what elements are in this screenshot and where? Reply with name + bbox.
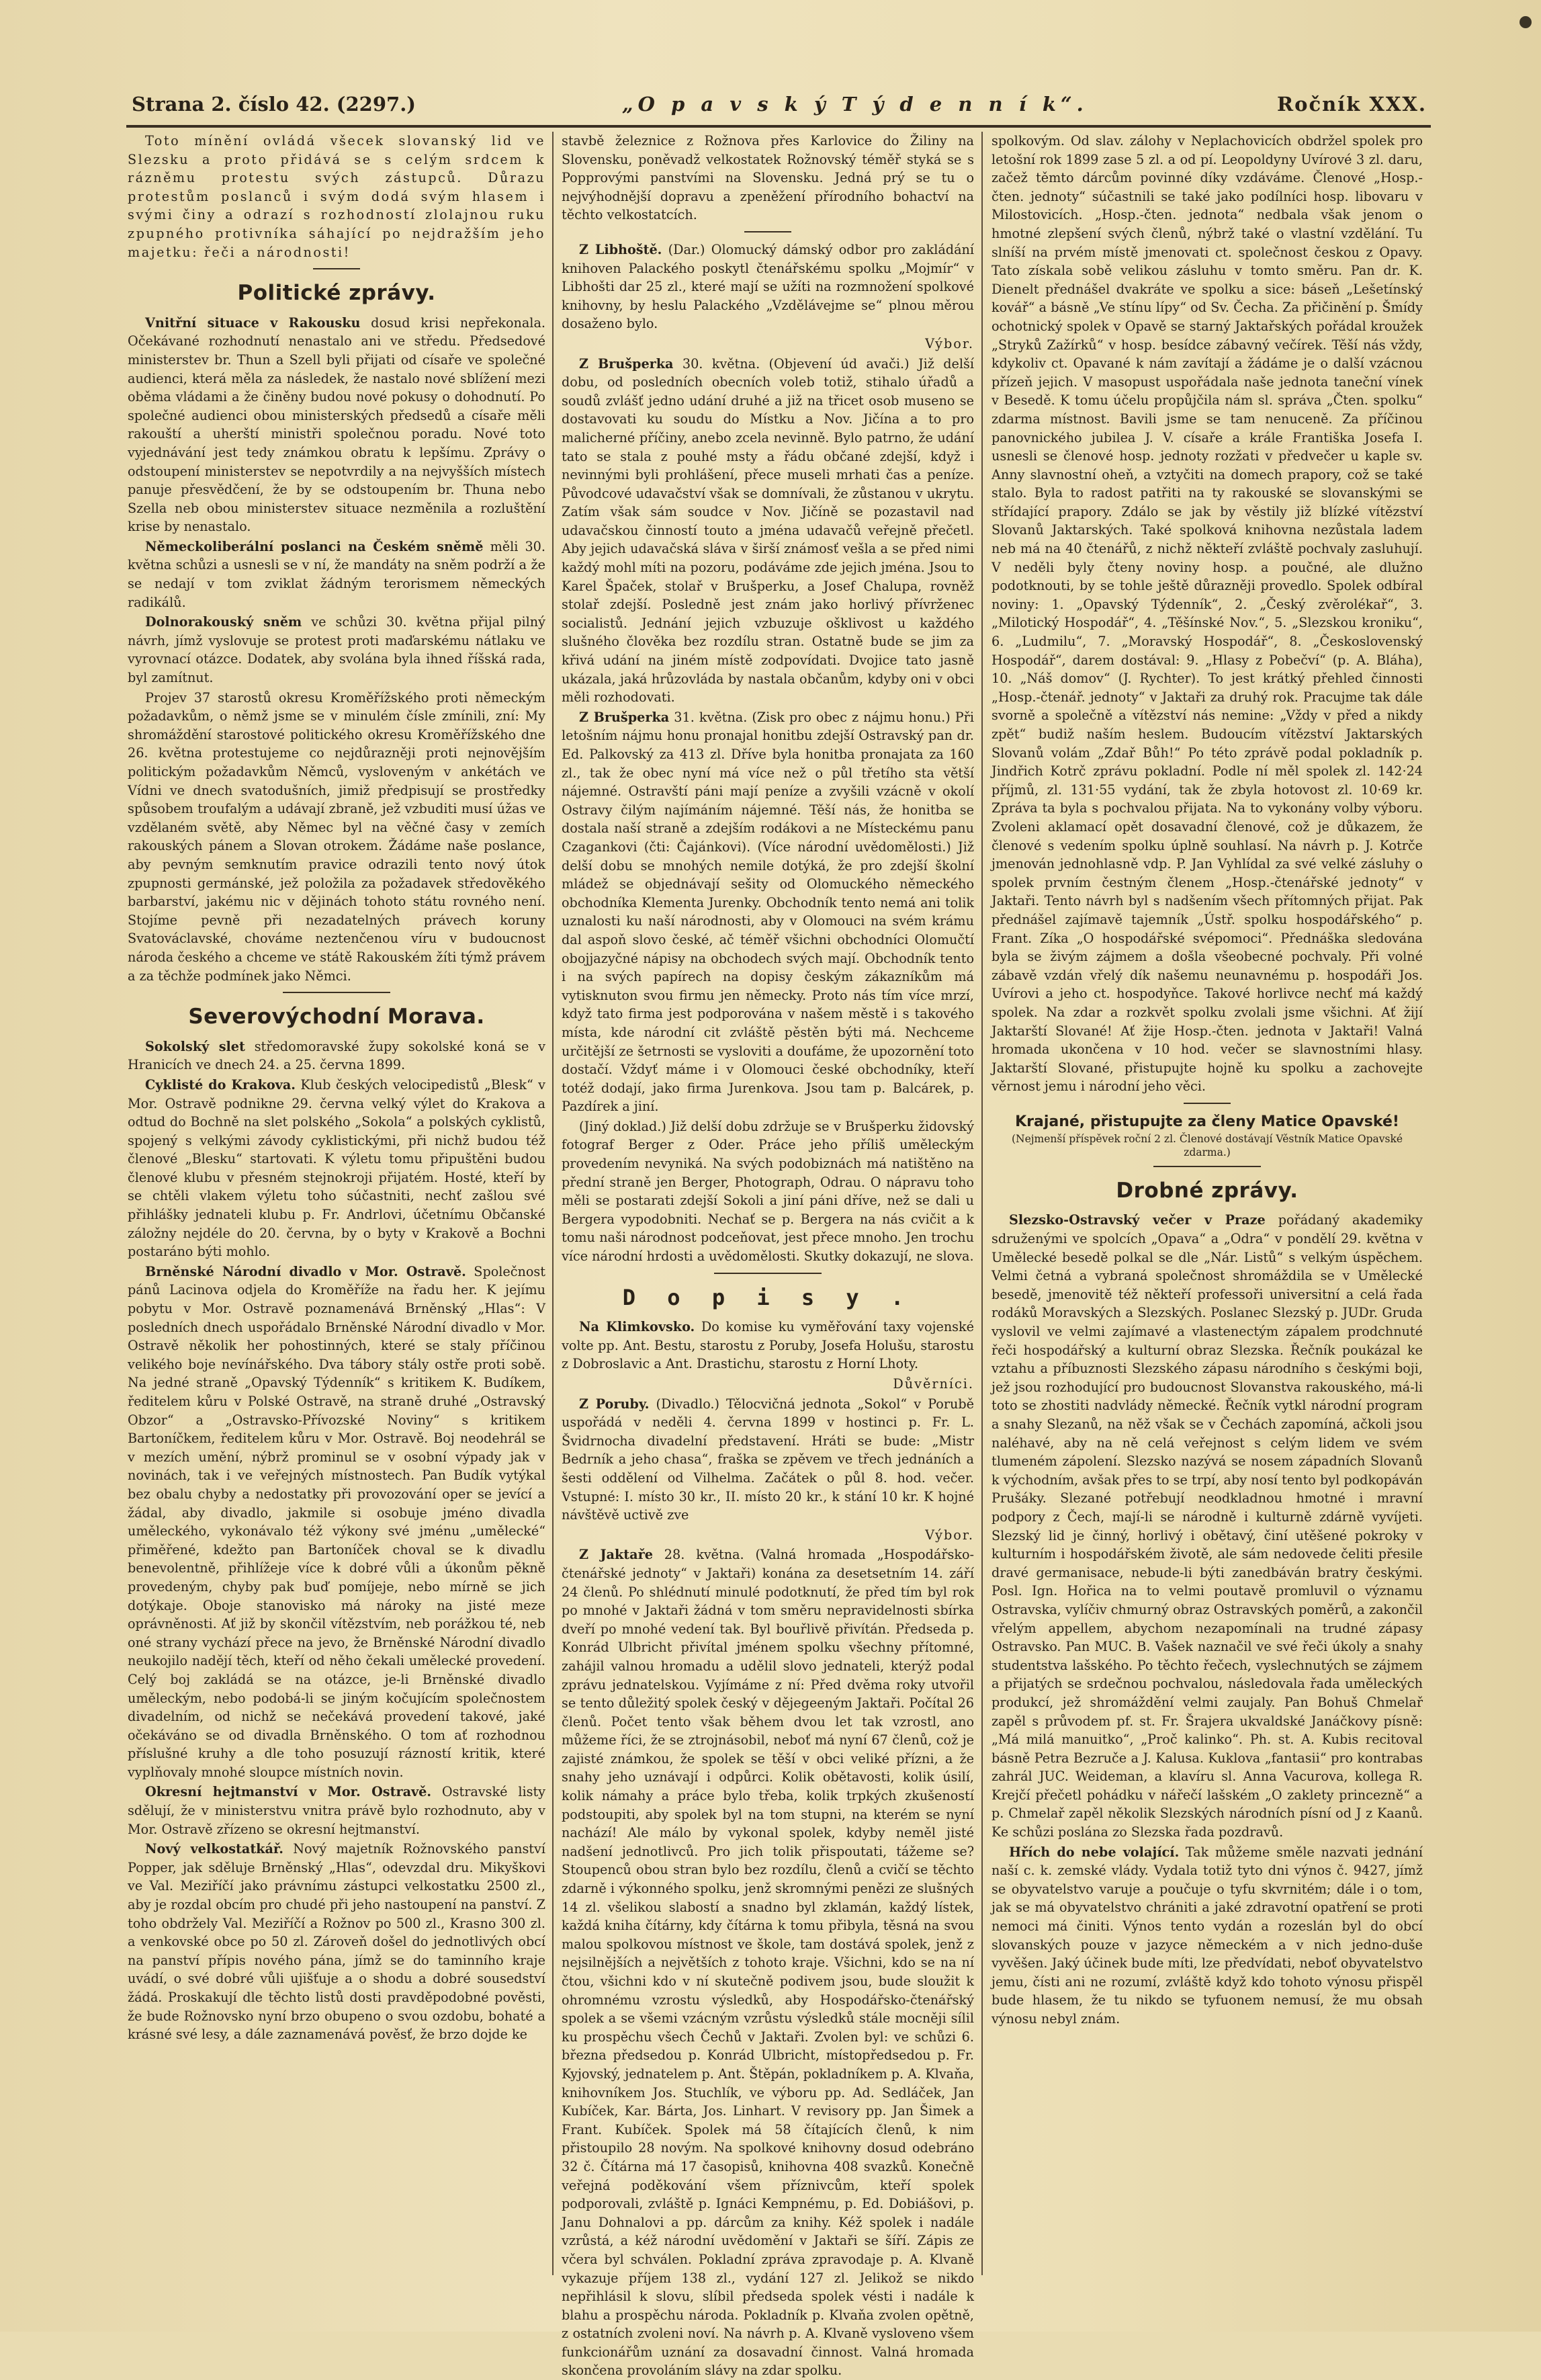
article-poruba: Z Poruby. (Divadlo.) Tělocvičná jednota „Sokol“ v Porubě uspořádá v neděli 4. června 1899 v hostinci p. Fr. L. Švidrnocha divadelní představení. Hráti se bude: „Mistr Bedrník a jeho chasa“, fraška se zpěvem ve třech jednáních a šesti oddělení od Vilhelma. Začátek o půl 8. hod. večer. Vstupné: I. místo 30 kr., II. místo 20 kr., k stání 10 kr. K hojné návštěvě uctivě zve xyxy=(562,1396,974,1523)
page-number: Strana 2. číslo 42. (2297.) xyxy=(132,93,416,116)
column-1 xyxy=(128,132,545,2275)
column-3 xyxy=(992,132,1423,2275)
intro-paragraph: Toto mínění ovládá všecek slovanský lid ve Slezsku a proto přidává se s celým srdcem k rázněmu protestu svých zástupců. Důrazu protestům poslanců i svým dodá svým hlasem i svými činy a odrazí s rozhodností zlolajnou ruku zpupného protivníka sáhající po nejdražším jeho majetku: řeči a národnosti! xyxy=(128,133,545,260)
article-dolnorakousky: Dolnorakouský sněm ve schůzi 30. května přijal pilný návrh, jímž vyslovuje se protest proti maďarskému nátlaku ve vyrovnací otázce. Dodatek, aby svolána byla ihned říšská rada, byl zamítnut. xyxy=(128,614,545,686)
article-brnenske-divadlo: Brněnské Národní divadlo v Mor. Ostravě. Společnost pánů Lacinova odjela do Kroměříže na řadu her. K jejímu pobytu v Mor. Ostravě poznamenává Brněnský „Hlas“: V posledních dnech uspořádalo Brněnské Národní divadlo v Mor. Ostravě několik her pohostinných, které se staly příčinou velikého boje nevínářského. Dva tábory stály ostře proti sobě. Na jedné straně „Opavský Týdenník“ s kritikem K. Budíkem, ředitelem kůru v Polské Ostravě, na straně druhé „Ostravský Obzor“ a „Ostravsko-Přívozské Noviny“ s kritikem Bartoníčkem, ředitelem kůru v Mor. Ostravě. Boj neodehrál se v mezích umění, nýbrž prominul se v osobní výpady jak v novinách, tak i ve veřejných místnostech. Pan Budík vytýkal bez obalu chyby a nedostatky při provozování oper se jevící a žádal, aby divadlo, jakmile si osobuje jméno divadla uměleckého, vykonávalo též výkony své jménu „umělecké“ přiměřené, kdežto pan Bartoníček choval se k divadlu benevolentně, přihlížeje více k dobré vůli a úkonům pěkně provedeným, chyby pak buď pomíjeje, nebo mírně se jich dotýkaje. Oboje stanovisko má nároky na jisté meze oprávněnosti. Ať již by skončil vítězstvím, neb porážkou té, neb oné strany vychází přece na jevo, že Brněnské Národní divadlo neukojilo nadějí těch, kteří od něho čekali umělecké provedení. Celý boj zakládá se na otázce, je-li Brněnské divadlo uměleckým, nebo podobá-li se jiným kočujícím společnostem divadelním, od nichž se nečekává provedení takové, jaké očekáváno se od divadla Brněnského. O tom ať rozhodnou příslušné kruhy a dle toho posuzují rázností kritik, které vyplňovaly mnohé sloupce místních novin. xyxy=(128,1263,545,1780)
article-nemeckoliberalni: Německoliberální poslanci na Českém sněmě měli 30. května schůzi a usnesli se v ní, že mandáty na sněm podrží a že se nedají v tom zviklat žádným terorismem německých radikálů. xyxy=(128,538,545,610)
volume-number: Ročník XXX. xyxy=(1277,93,1427,116)
matice-notice xyxy=(992,1112,1423,1159)
column-divider xyxy=(552,132,554,2275)
article-jaktar: Z Jaktaře 28. května. (Valná hromada „Hospodářsko-čtenářské jednoty“ v Jaktaři) konána za desetsetním 14. září 24 členů. Po shlédnutí minulé podotknutí, že před tím byl rok po mnohé v Jaktaři žádná v tom směru nepravidelnosti sbírka dveří po mnohé vedení tak. Byl bouřlivě přivítán. Předseda p. Konrád Ulbricht přivítal jménem spolku všechny přítomné, zahájil valnou hromadu a udělil slovo jednateli, kterýž podal zprávu jednatelskou. Vyjímáme z ní: Před dvěma roky utvořil se tento důležitý spolek český v dějegeeným Jaktaři. Počítal 26 členů. Počet tento však během dvou let tak vzrostl, ano můžeme říci, že se ztrojnásobil, neboť má nyní 67 členů, což je zajisté známkou, že spolek se těší v obci veliké přízni, a že snahy jeho uznávají i odpůrci. Kolik obětavosti, kolik úsilí, kolik námahy a práce bylo třeba, kolik trpkých zkušeností podstoupiti, aby spolek byl na tom stupni, na kterém se nyní nachází! Ale málo by vykonal spolek, kdyby neměl jisté nadšení jednotlivců. Pro jich tolik přispoutati, tážeme se? Stoupenců obou stran bylo bez rozdílu, členů a cvičí se těchto zdarně i výkonného spolku, jenž skromnými penězi ze slušných 14 zl. všelikou slabostí a snadno byl zklamán, každý lístek, každá kniha čítárny, kdy čítárna k tomu přibyla, těsná na svou malou spolkovou místnost ve škole, tam dostává spolek, jenž z nejsilnějších a největších z tohoto kraje. Všichni, kdo se na ní čtou, všichni kdo v ní skutečně podivem jsou, bude sloužit k ohromnému vzrostu výsledků, aby Hospodářsko-čtenářský spolek a se všemi vzácným vzrůstu výsledků stále mocněji sílil ku prospěchu všech Čechů v Jaktaři. Zvolen byl: ve schůzi 6. března předsedou p. Konrád Ulbricht, místopředsedou p. Fr. Kyjovský, jednatelem p. Ant. Štěpán, pokladníkem p. A. Klvaňa, knihovníkem Jos. Stuchlík, ve výboru pp. Ad. Sedláček, Jan Kubíček, Kar. Bárta, Jos. Linhart. V revisory pp. Jan Šimek a Frant. Kubíček. Spolek má 58 čítajících členů, k nim přistoupilo 28 novým. Na spolkové knihovny dosud odebráno 32 č. Čítárna má 17 časopisů, knihovna 408 svazků. Konečně veřejná poděkování všem příznivcům, kteří spolek podporovali, zvláště p. Ignáci Kempnému, p. Ed. Dobiášovi, p. Janu Dohnalovi a pp. dárcům za knihy. Kéž spolek i nadále vzrůstá, a kéž národní uvědomění v Jaktaři se šíří. Zápis ze včera byl schválen. Pokladní zpráva zpravodaje p. A. Klvaně vykazuje příjem 138 zl., vydání 127 zl. Jelikož se nikdo nepřihlásil k slovu, slíbil předseda spolek vésti i nadále k blahu a prospěchu národa. Pokladník p. Klvaňa zvolen opětně, z ostatních zvoleni noví. Na návrh p. A. Klvaně vysloveno všem funkcionářům uznání za dosavadní činnost. Valná hromada skončena provoláním slávy na zdar spolku. xyxy=(562,1547,975,2379)
article-cykliste: Cyklisté do Krakova. Klub českých velocipedistů „Blesk“ v Mor. Ostravě podnikne 29. června velký výlet do Krakova a odtud do Bochně na slet polského „Sokola“ a polských cyklistů, spojený s velkými závody cyklistickými, při nichž budou též členové „Blesku“ startovati. K výletu tomu připuštěni budou členové klubu v přesném stejnokroji přijatém. Hosté, kteří by se chtěli vlakem výletu toho súčastniti, nechť zašlou své přihlášky jednateli klubu p. Fr. Andrlovi, účetnímu Občanské záložny nejdéle do 20. června, by o byty v Krakově a Bochni postaráno býti mohlo. xyxy=(128,1076,545,1260)
signature: Důvěrníci. xyxy=(893,1376,974,1392)
separator xyxy=(1184,1103,1231,1104)
page-header xyxy=(132,93,1427,120)
section-heading-severovychodni: Severovýchodní Morava. xyxy=(188,1005,485,1029)
newspaper-title: „O p a v s k ý T ý d e n n í k“. xyxy=(622,93,1088,116)
separator xyxy=(714,1273,822,1274)
article-brusperk-3: (Jiný doklad.) Již delší dobu zdržuje se v Brušperku židovský fotograf Berger z Oder. Práce jeho příliš uměleckým provedením nevyniká. Na svých podobiznách má natištěno na přední straně jen Berger, Photograph, Odrau. O nápravu toho měli se postarati zdejší Sokoli a jiní páni dříve, než se dali u Bergera vypodobniti. Nechať se p. Bergera na nás cvičit a k tomu naši národnost podceňovat, jest přece mnoho. Jen trochu více národní hrdosti a uvědomělosti. Skutky dokazují, ne slova. xyxy=(562,1118,974,1265)
article-novy-velkostatkar: Nový velkostatkář. Nový majetník Rožnovského panství Popper, jak sděluje Brněnský „Hlas“, odevzdal dru. Mikyškovi ve Val. Meziříčí jako právnímu zástupci velkostatku 2500 zl., aby je rozdal obcím pro chudé při jeho nastoupení na panství. Z toho obdržely Val. Meziříčí a Rožnov po 500 zl., Krasno 300 zl. a venkovské obce po 50 zl. Zároveň došel do jednotlivých obcí na panství přípis nového pána, jímž se do taminního kraje uvádí, o své dobré vůli ujišťuje a o shodu a dobré sousedství žádá. Proskakují dle těchto listů dosti pravděpodobné pověsti, že bude Rožnovsko nyní brzo obupeno o svou ozdobu, bohaté a krásné své lesy, a dále zaznamenává pověsť, že brzo dojde ke xyxy=(128,1841,545,2043)
article-projev: Projev 37 starostů okresu Kroměřížského proti německým požadavkům, o němž jsme se v minulém čísle zmínili, zní: My shromáždění starostové politického okresu Kroměřížského dne 26. května protestujeme co nejdůrazněji proti nejnovějším politickým požadavkům Němců, vysloveným v ankétách ve Vídni ve dnech svatodušních, jimiž předpisují se prostředky spůsobem troufalým a udávají zbraně, jež vzbuditi musí úžas ve vzdělaném světě, aby Němec byl na věčné časy v zemích rakouských pánem a Slovan otrokem. Žádáme naše poslance, aby pevným semknutím pravice odrazili tento nový útok zpupnosti germánské, jež položila za požadavek středověkého barbarství, jakému nic v dějinách tohoto státu rovného není. Stojíme pevně při nezadatelných právech koruny Svatováclavské, chováme neztenčenou víru v budoucnost národa českého a chceme ve státě Rakouském žíti týmž právem a za těchže podmínek jako Němci. xyxy=(128,689,545,984)
separator xyxy=(1153,1166,1261,1167)
article-brusperk-2: Z Brušperka 31. května. (Zisk pro obec z nájmu honu.) Při letošním nájmu honu pronajal honitbu zdejší Ostravský pan dr. Ed. Palkovský za 413 zl. Dříve byla honitba pronajata za 160 zl., tak že obec nyní má více než o půl třetího sta větší nájemné. Ostravští páni mají peníze a zvyšili vzácně v okolí Ostravy čilým najímáním nájemné. Těší nás, že honitba se dostala naší straně a zdejším rodákovi a ne Místeckému panu Czagankovi (čti: Čajánkovi). (Více národní uvědomělosti.) Již delší dobu se mnohých nemile dotýká, že pro zdejší školní mládež se objednávají sešity od Olomuckého německého obchodníka Klementa Jurenky. Obchodník tento nemá ani tolik uznalosti ku naší národnosti, aby v Olomouci na svém krámu dal aspoň slovo české, ač téměř všichni obchodníci Olomučtí obojjazyčné nápisy na obchodech svých mají. Obchodník tento i na svých papírech na dopisy českým zákazníkům má vytisknuton svou firmu jen německy. Proto nás tím více mrzí, když tato firma jest podporována v našem městě i s takového místa, kde národní cit zvláště pěstěn býti má. Nechceme určitější ze šetrnosti se vysloviti a doufáme, že upozornění toto dostačí. Vždyť máme i v Olomouci české obchodníky, kteří totéž dodají, jako firma Jurenkova. Jsou tam p. Balcárek, p. Pazdírek a jiní. xyxy=(562,709,974,1115)
header-rule xyxy=(126,125,1431,128)
separator xyxy=(744,231,791,232)
article-continuation: spolkovým. Od slav. zálohy v Neplachovicích obdržel spolek pro letošní rok 1899 zase 5 zl. a od pí. Leopoldyny Uvírové 3 zl. daru, začež těmto dárcům povinné díky vzdáváme. Členové „Hosp.-čten. jednoty“ súčastnili se také jako podílníci hosp. libovaru v Milostovicích. „Hosp.-čten. jednota“ nedbala však jenom o hmotné zlepšení svých členů, nýbrž také o vlastní vzdělání. Tu slníší na prvém místě jmenovati ct. společnost českou z Opavy. Tato získala sobě velikou zásluhu v tomto směru. Pan dr. K. Dienelt přednášel dvakráte ve spolku a sice: báseň „Lešetínský kovář“ a básně „Ve stínu lípy“ od Sv. Čecha. Za přičinění p. Šmídy ochotnický spolek v Opavě se starný Jaktařských pořádal kroužek „Stryků Zažírků“ v hosp. besídce zábavný večírek. Těší nás vždy, kdykoliv ct. Opavané k nám zavítají a žádáme je o další vzácnou přízeň jejich. V masopust uspořádala naše jednota taneční vínek v Besedě. K tomu účelu propůjčila nám sl. správa „Čten. spolku“ zdarma místnost. Bavili jsme se tam nenuceně. Za příčinou panovnického jubilea J. V. císaře a krále Františka Josefa I. usnesli se členové hosp. jednoty rozžati v předvečer u kaple sv. Anny slavnostní oheň, a vztyčiti na domech prapory, což se také stalo. Byla to radost patřiti na ty rakouské se slovanskými se střídající prapory. Zdálo se jak by věstily již blízké vítězství Slovanů Jaktarských. Také spolková knihovna nezůstala ladem neb má na 40 čtenářů, z nichž někteří zvláště pochvaly zasluhují. V neděli byly čteny noviny hosp. a poučné, ale dlužno podotknouti, by se tohle ještě důrazněji provedlo. Spolek odbíral noviny: 1. „Opavský Týdenník“, 2. „Český zvěrolékař“, 3. „Milotický Hospodář“, 4. „Těšínské Nov.“, 5. „Slezskou kroniku“, 6. „Ludmilu“, 7. „Moravský Hospodář“, 8. „Československý Hospodář“, darem dostával: 9. „Hlasy z Pobečví“ (p. A. Bláha), 10. „Náš domov“ (J. Rychter). To jest krátký přehled činnosti „Hosp.-čtenář. jednoty“ v Jaktaři za druhý rok. Pracujme tak dále svorně a společně a vítězství nás nemine: „Vždy v před a nikdy zpět“ budiž naším heslem. Budoucím vítězství Jaktarských Slovanů volám „Zdař Bůh!“ Po této zprávě podal pokladník p. Jindřich Kotrč zprávu pokladní. Podle ní měl spolek zl. 142·24 příjmů, zl. 131·55 vydání, tak že zbyla hotovost zl. 10·69 kr. Zpráva ta byla s pochvalou přijata. Na to vykonány volby výboru. Zvoleni aklamací opět dosavadní členové, což je důkazem, že členové s vedením spolku úplně souhlasí. Na návrh p. J. Kotrče jmenován jednohlasně vdp. P. Jan Vyhlídal za své velké zásluhy o spolek prvním čestným členem „Hosp.-čtenářské jednoty“ v Jaktaři. Tento návrh byl s nadšením všech přítomných přijat. Pak přednášel zajímavě tajemník „Ústř. spolku hospodářského“ p. Frant. Zíka „O hospodářské svépomoci“. Přednáška sledována byla se živým zájmem a došla všeobecné pochvaly. Při volné zábavě vzdán vřelý dík našemu neunavnému p. hospodáři Jos. Uvírovi a jeho ct. hospodyňce. Takové horlivce nechť má každý spolek. Na zdar a rozkvět spolku zvolali jsme všichni. Ať žijí Jaktarští Slované! Ať žije Hosp.-čten. jednota v Jaktaři! Valná hromada ukončena v 10 hod. večer se slavnostními hlasy. Jaktarští Slované, přistupujte hojně ku spolku a zachovejte věrnost jemu i národní jeho věci. xyxy=(992,133,1423,1095)
article-klimkovsko: Na Klimkovsko. Do komise ku vyměřování taxy vojenské volte pp. Ant. Bestu, starostu z Poruby, Josefa Holušu, starostu z Dobroslavic a Ant. Drastichu, starostu z Horní Lhoty. xyxy=(562,1319,974,1372)
signature: Výbor. xyxy=(925,1527,974,1543)
article-slezsko-ostravsky-vecer: Slezsko-Ostravský večer v Praze pořádaný akademiky sdruženými ve spolcích „Opava“ a „Odra“ v pondělí 29. května v Umělecké besedě polkal se dle „Nár. Listů“ s velkým úspěchem. Velmi četná a vybraná společnost shromáždila se v Umělecké besedě, jmenovitě též někteří professoři universitní a celá řada rodáků Moravských a Slezských. Poslanec Slezský p. JUDr. Gruda vyslovil ve velmi zajímavé a vlastenectým zápalem prodchnuté řeči hospodářský a kulturní obraz Slezska. Řečník poukázal ke vztahu a příbuznosti Slezského zápasu národního s českými boji, jež jsou rozhodující pro budoucnost Slovanstva rakouského, má-li toto se zhostiti nadvlády německé. Řečník vytkl národní program a snahy Slezanů, na něž však se v Čechách zapomíná, ačkoli jsou naléhavé, aby na ně celá veřejnost s celým lidem ve svém tlumeném zápolení. Slezsko nazývá se nosem západních Slovanů k východním, avšak přes to se trpí, aby nosí tento byl podkopáván Prušáky. Slezané potřebují neodkladnou hmotné i mravní podpory z Čech, mají-li se národně i kulturně zdárně vyvíjeti. Slezský lid je činný, horlivý i obětavý, činí utěšené pokroky v kulturním i hospodářském životě, ale sám nedovede čeliti přesile dravé germanisace, nebude-li býti zanedbáván bratry českými. Posl. Ign. Hořica na to velmi poutavě promluvil o významu Ostravska, vylíčiv chmurný obraz Ostravských poměrů, a zakončil vřelým appellem, abychom nezapomínali na trudné zápasy Ostravsko. Pan MUC. B. Vašek naznačil ve své řeči úkoly a snahy studentstva lašského. Po těchto řečech, vyslechnutých se zájmem a přijatých se srdečnou pochvalou, následovala řada uměleckých produkcí, jež shromáždění velmi zaujaly. Pan Bohuš Chmelař zapěl s průvodem pf. st. Fr. Šrajera ukvaldské Janáčkovy písně: „Má milá manuitko“, „Proč kalinko“. Ph. st. A. Kubis recitoval básně Petra Bezruče a J. Kalusa. Kuklova „fantasii“ pro kontrabas zahrál JUC. Weideman, a klavíru sl. Anna Vacurova, kollega R. Krejčí přečetl pohádku v nářečí lašském „O zaklety princezně“ a p. Chmelař zapěl několik Slezských národních písní od J z Kaanů. Ke schůzi poslána zo Slezska řada pozdravů. xyxy=(992,1212,1423,1840)
article-continuation: stavbě železnice z Rožnova přes Karlovice do Žiliny na Slovensku, poněvadž velkostatek Rožnovský téměř styká se s Popprovými panstvími na Slovensku. Jedná prý se tu o nejvýhodnější dopravu a zpeněžení přírodního bohactví na těchto velkostatcích. xyxy=(562,133,974,223)
notice-detail: (Nejmenší příspěvek roční 2 zl. Členové dostávají Věstník Matice Opavské zdarma.) xyxy=(1011,1132,1403,1158)
article-brusperk-1: Z Brušperka 30. května. (Objevení úd avači.) Již delší dobu, od posledních obecních voleb totiž, stihalo úřadů a soudů zvlášť jedno udání druhé a již na třicet osob museno se dostavovati ku soudu do Místku a Nov. Jičína a to pro malicherné příčiny, anebo zcela nevinně. Bylo patrno, že udání tato se stala z pouhé msty a řádu občané zdejší, když i nevinnými byli prohlášení, přece museli mrhati čas a peníze. Původcové udavačství však se domnívali, že zůstanou v ukrytu. Zatím však sám soudce v Nov. Jičíně se pozastavil nad udavačskou činností touto a jména udavačů veřejně přečetl. Aby jejich udavačská sláva v širší známosť vešla a se před nimi každý mohl míti na pozoru, podáváme zde jejich jména. Jsou to Karel Špaček, stolař v Brušperku, a Josef Chalupa, rovněž stolař zdejší. Posledně jest znám jako horlivý přívrženec socialistů. Jednání jejich vzbuzuje ošklivost u každého slušného člověka bez rozdílu stran. Ostatně bude se jim za křivá udání na jiném místě zodpovídati. Dvojice tato jasně ukázala, jaká hrůzovláda by nastala občanům, kdyby oni v obci měli rozhodovati. xyxy=(562,355,974,706)
article-okresni-hejtmanstvi: Okresní hejtmanství v Mor. Ostravě. Ostravské listy sdělují, že v ministerstvu vnitra právě bylo rozhodnuto, aby v Mor. Ostravě zřízeno se okresní hejtmanství. xyxy=(128,1784,545,1837)
page-hole-mark xyxy=(1520,16,1532,28)
article-libhost: Z Libhoště. (Dar.) Olomucký dámský odbor pro zakládání knihoven Palackého poskytl čtenářskému spolku „Mojmír“ v Libhošti dar 25 zl., které mají se užíti na rozmnožení spolkové knihovny, by heslu Palackého „Vzdělávejme se“ plnou měrou dosaženo bylo. xyxy=(562,241,975,332)
column-divider xyxy=(981,132,983,2275)
separator xyxy=(283,992,390,993)
article-hrich: Hřích do nebe volající. Tak můžeme směle nazvati jednání naší c. k. zemské vlády. Vydala totiž tyto dni výnos č. 9427, jímž se obyvatelstvo varuje a poučuje o tyfu skvrnitém; dále i o tom, jak se má obyvatelstvo chrániti a jaké zdravotní opatření se proti nemoci má činiti. Výnos tento vydán a rozeslán byl do obcí slovanských pouze v jazyce německém a v nich jedno-duše vyvěšen. Jaký účinek bude míti, lze předvídati, neboť obyvatelstvo jemu, čísti ani ne rozumí, zvláště když kdo tohoto výnosu přispěl bude hlasem, že tu nikdo se tyfuonem nemusí, že mu obsah výnosu nebyl znám. xyxy=(992,1844,1423,2027)
separator xyxy=(313,268,360,269)
notice-headline: Krajané, přistupujte za členy Matice Opavské! xyxy=(1015,1113,1399,1130)
column-2 xyxy=(562,132,975,2379)
section-heading-politicke: Politické zprávy. xyxy=(237,281,436,306)
section-heading-dopisy: D o p i s y . xyxy=(622,1284,914,1310)
article-sokolsky-slet: Sokolský slet středomoravské župy sokolské koná se v Hranicích ve dnech 24. a 25. června 1899. xyxy=(128,1038,545,1073)
article-vnitrni-situace: Vnitřní situace v Rakousku dosud krisi nepřekonala. Očekávané rozhodnutí nenastalo ani ve středu. Předsedové ministerstev br. Thun a Szell byli přijati od císaře ve společné audienci, která měla za následek, že nastalo nové sblížení mezi oběma vládami a že činěny budou nové pokusy o dohodnutí. Po společné audienci obou ministerských předsedů a císaře měli rakouští a uherští ministři společnou poradu. Nové toto vyjednávání jest tedy známkou obratu k lepšímu. Zprávy o odstoupení ministerstev se nepotvrdily a na nejvyšších místech panuje přesvědčení, že by se odstoupením br. Thuna nebo Szella neb obou ministerstev situace nezměnila a rozluštění krise by nenastalo. xyxy=(128,314,545,535)
signature: Výbor. xyxy=(925,335,974,351)
section-heading-drobne: Drobné zprávy. xyxy=(1116,1178,1298,1203)
